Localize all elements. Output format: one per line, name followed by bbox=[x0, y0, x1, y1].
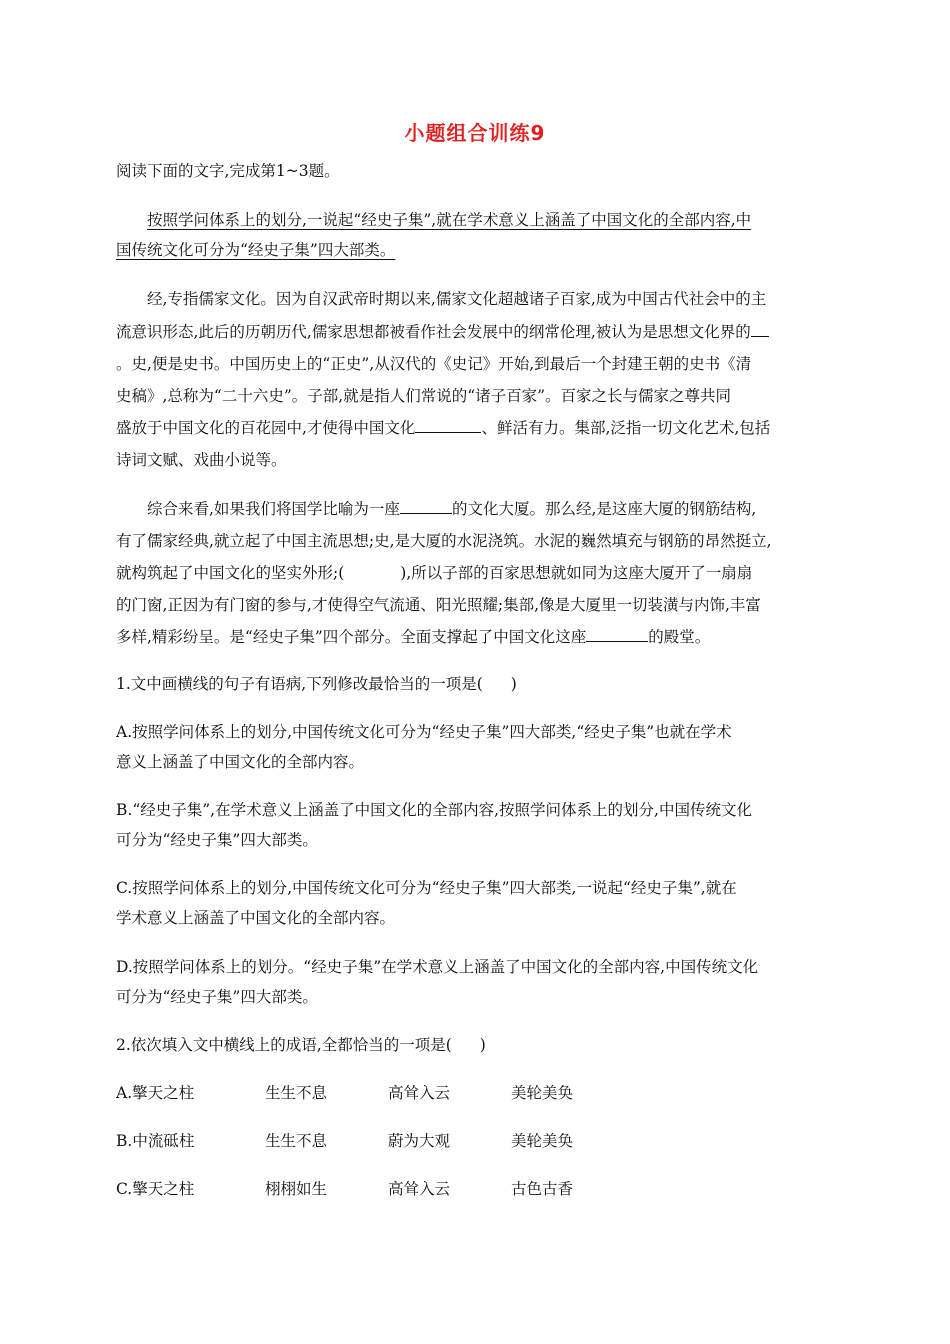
passage-p3-line: 综合来看,如果我们将国学比喻为一座 的文化大厦。那么经,是这座大厦的钢筋结构, bbox=[147, 500, 757, 518]
instruction: 阅读下面的文字,完成第1~3题。 bbox=[116, 162, 340, 180]
question-1-stem: 1.文中画横线的句子有语病,下列修改最恰当的一项是( ) bbox=[116, 675, 517, 693]
underlined-sentence: 国传统文化可分为“经史子集”四大部类。 bbox=[116, 241, 396, 259]
fill-blank bbox=[400, 499, 452, 514]
q1-option-a: A.按照学问体系上的划分,中国传统文化可分为“经史子集”四大部类,“经史子集”也就在学术 bbox=[116, 723, 732, 741]
passage-p2-line: 流意识形态,此后的历朝历代,儒家思想都被看作社会发展中的纲常伦理,被认为是思想文化界的 bbox=[116, 322, 769, 342]
fill-blank bbox=[586, 627, 648, 642]
q1-option-d: 可分为“经史子集”四大部类。 bbox=[116, 988, 318, 1006]
fill-blank bbox=[751, 322, 769, 337]
q1-option-c: 学术意义上涵盖了中国文化的全部内容。 bbox=[116, 909, 396, 927]
q1-option-b: B.“经史子集”,在学术意义上涵盖了中国文化的全部内容,按照学问体系上的划分,中国传统文化 bbox=[116, 801, 752, 819]
q1-option-c: C.按照学问体系上的划分,中国传统文化可分为“经史子集”四大部类,一说起“经史子集”,就在 bbox=[116, 879, 737, 897]
passage-p2-line: 。史,便是史书。中国历史上的“正史”,从汉代的《史记》开始,到最后一个封建王朝的史书《清 bbox=[116, 355, 752, 373]
passage-p3-line: 多样,精彩纷呈。是“经史子集”四个部分。全面支撑起了中国文化这座 的殿堂。 bbox=[116, 628, 711, 646]
passage-p3-line: 就构筑起了中国文化的坚实外形;( ),所以子部的百家思想就如同为这座大厦开了一扇扇 bbox=[116, 564, 753, 582]
document-page: 小题组合训练9 阅读下面的文字,完成第1~3题。 按照学问体系上的划分,一说起“经史子集”,就在学术意义上涵盖了中国文化的全部内容,中 国传统文化可分为“经史子集”四大部类。 经,专指儒家文化。因为自汉武帝时期以来,儒家文化超越诸子百家,成为中国古代社会中的主 流意识形态,此后的历朝历代,儒家思想都被看作社会发展中的纲常伦理,被认为是思想文化界的 。史,便是史书。中国历史上的“正史”,从汉代的《史记》开始,到最后一个封建王朝的史书《清 史稿》,总称为“二十六史”。子部,就是指人们常说的“诸子百家”。百家之长与儒家之尊共同 盛放于中国文化的百花园中,才使得中国文化 、鲜活有力。集部,泛指一切文化艺术,包括 诗词文赋、戏曲小说等。 综合来看,如果我们将国学比喻为一座 的文化大厦。那么经,是这座大厦的钢筋结构, 有了儒家经典,就立起了中国主流思想;史,是大厦的水泥浇筑。水泥的巍然填充与钢筋的昂然挺立, 就构筑起了中国文化的坚实外形;( ),所以子部的百家思想就如同为这座大厦开了一扇扇 的门窗,正因为有门窗的参与,才使得空气流通、阳光照耀;集部,像是大厦里一切装潢与内饰,丰富 多样,精彩纷呈。是“经史子集”四个部分。全面支撑起了中国文化这座 的殿堂。 1.文中画横线的句子有语病,下列修改最恰当的一项是( ) A.按照学问体系上的划分,中国传统文化可分为“经史子集”四大部类,“经史子集”也就在学术 意义上涵盖了中国文化的全部内容。 B.“经史子集”,在学术意义上涵盖了中国文化的全部内容,按照学问体系上的划分,中国传统文化 可分为“经史子集”四大部类。 C.按照学问体系上的划分,中国传统文化可分为“经史子集”四大部类,一说起“经史子集”,就在 学术意义上涵盖了中国文化的全部内容。 D.按照学问体系上的划分。“经史子集”在学术意义上涵盖了中国文化的全部内容,中国传统文化 可分为“经史子集”四大部类。 2.依次填入文中横线上的成语,全都恰当的一项是( ) A.擎天之柱 生生不息 高耸入云 美轮美奂 B.中流砥柱 生生不息 蔚为大观 美轮美奂 C.擎天之柱 栩栩如生 高耸入云 古色古香 bbox=[0, 0, 950, 1344]
fill-blank bbox=[415, 418, 481, 433]
passage-p3-line: 有了儒家经典,就立起了中国主流思想;史,是大厦的水泥浇筑。水泥的巍然填充与钢筋的昂然挺立, bbox=[116, 532, 772, 550]
q1-option-b: 可分为“经史子集”四大部类。 bbox=[116, 831, 318, 849]
passage-p1-line bbox=[116, 240, 395, 260]
passage-p2-line: 史稿》,总称为“二十六史”。子部,就是指人们常说的“诸子百家”。百家之长与儒家之尊共同 bbox=[116, 387, 732, 405]
passage-p1-line bbox=[147, 210, 751, 230]
underlined-sentence: 按照学问体系上的划分,一说起“经史子集”,就在学术意义上涵盖了中国文化的全部内容,中 bbox=[147, 211, 752, 229]
question-2-stem: 2.依次填入文中横线上的成语,全都恰当的一项是( ) bbox=[116, 1036, 486, 1054]
passage-p2-line: 诗词文赋、戏曲小说等。 bbox=[116, 451, 287, 469]
passage-p2-line: 盛放于中国文化的百花园中,才使得中国文化 、鲜活有力。集部,泛指一切文化艺术,包括 bbox=[116, 419, 771, 437]
passage-p2-line: 经,专指儒家文化。因为自汉武帝时期以来,儒家文化超越诸子百家,成为中国古代社会中的主 bbox=[147, 290, 767, 308]
page-title: 小题组合训练9 bbox=[404, 121, 546, 145]
passage-p3-line: 的门窗,正因为有门窗的参与,才使得空气流通、阳光照耀;集部,像是大厦里一切装潢与内饰,丰富 bbox=[116, 596, 761, 614]
q1-option-d: D.按照学问体系上的划分。“经史子集”在学术意义上涵盖了中国文化的全部内容,中国传统文化 bbox=[116, 958, 759, 976]
q1-option-a: 意义上涵盖了中国文化的全部内容。 bbox=[116, 753, 365, 771]
